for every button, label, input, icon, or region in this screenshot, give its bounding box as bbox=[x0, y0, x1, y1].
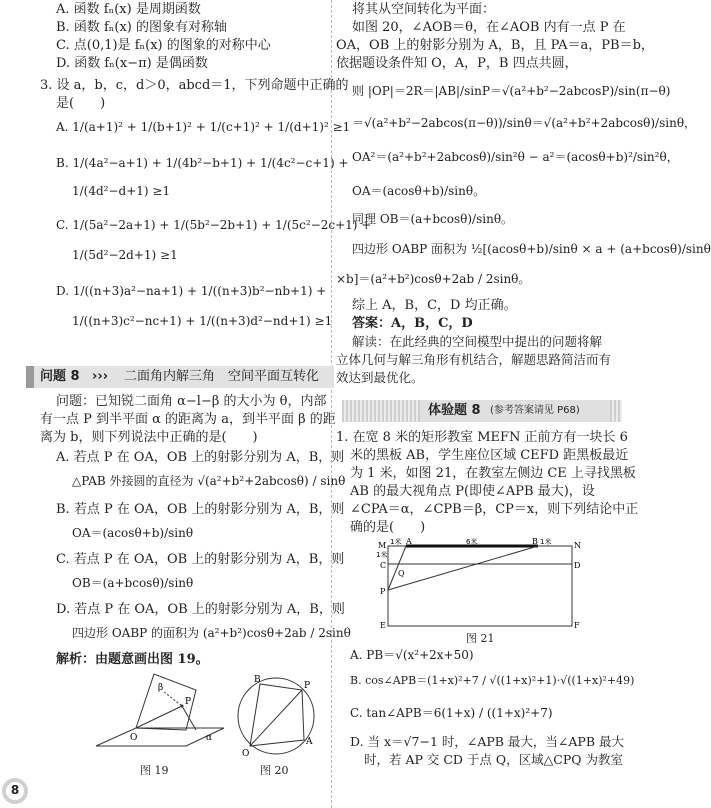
q3-stem-2: 是( ) bbox=[56, 96, 106, 111]
q1-option-c: C. tan∠APB＝6(1+x) / ((1+x)²+7) bbox=[350, 706, 553, 720]
solution-line-12: 综上 A，B，C，D 均正确。 bbox=[352, 298, 517, 313]
prob-option-d-2: 四边形 OABP 的面积为 (a²+b²)cosθ+2ab / 2sinθ bbox=[72, 626, 351, 640]
prob-option-b-2: OA＝(acosθ+b)/sinθ bbox=[72, 526, 194, 540]
option-a: A. 函数 fₙ(x) 是周期函数 bbox=[56, 2, 201, 17]
q3-option-b-2: 1/(4d²−d+1) ≥1 bbox=[72, 184, 171, 198]
label-P: P bbox=[380, 587, 386, 596]
analysis-line: 解析：由题意画出图 19。 bbox=[56, 652, 209, 667]
prob-option-a-1: A. 若点 P 在 OA，OB 上的射影分别为 A，B，则 bbox=[56, 450, 345, 465]
label-1m-left: 1米 bbox=[376, 551, 388, 559]
prob-option-c-1: C. 若点 P 在 OA，OB 上的射影分别为 A，B，则 bbox=[56, 552, 345, 567]
problem-line-3: 离为 b，则下列说法中正确的是( ) bbox=[40, 430, 258, 445]
solution-line-6: ＝√(a²+b²−2abcos(π−θ))/sinθ＝√(a²+b²+2abcosθ)/sinθ， bbox=[352, 116, 697, 130]
q1-option-d-1: D. 当 x＝√7−1 时，∠APB 最大，当∠APB 最大 bbox=[350, 734, 625, 749]
q1-line-5: ∠CPA＝α，∠CPB＝β，CP＝x，则下列结论中正 bbox=[350, 502, 639, 517]
solution-line-8: OA＝(acosθ+b)/sinθ。 bbox=[352, 184, 486, 198]
label-C: C bbox=[380, 561, 387, 570]
exercise-title: 体验题 8 bbox=[428, 403, 481, 418]
svg-text:P: P bbox=[304, 681, 311, 691]
label-1m-right: 1米 bbox=[540, 538, 552, 546]
page-number: 8 bbox=[10, 783, 20, 797]
q1-option-a: A. PB＝√(x²+2x+50) bbox=[350, 648, 474, 662]
solution-line-7: OA²＝(a²+b²+2abcosθ)/sin²θ − a²＝(acosθ+b)²/sin²θ， bbox=[352, 150, 679, 164]
svg-text:O: O bbox=[130, 733, 138, 743]
commentary-line-3: 效达到最优化。 bbox=[336, 370, 424, 385]
label-F: F bbox=[574, 621, 580, 630]
svg-text:O: O bbox=[242, 749, 250, 759]
label-D: D bbox=[574, 561, 581, 570]
q1-line-1: 1. 在宽 8 米的矩形教室 MEFN 正前方有一块长 6 bbox=[336, 430, 628, 445]
label-M: M bbox=[378, 541, 387, 550]
page-number-badge bbox=[0, 776, 30, 806]
q3-option-a: A. 1/(a+1)² + 1/(b+1)² + 1/(c+1)² + 1/(d+1)² ≥1 bbox=[56, 120, 351, 134]
prob-option-b-1: B. 若点 P 在 OA，OB 上的射影分别为 A，B，则 bbox=[56, 502, 345, 517]
q1-line-3: 为 1 米，如图 21，在教室左侧边 CE 上寻找黑板 bbox=[350, 466, 636, 481]
q1-line-4: AB 的最大视角点 P(即使∠APB 最大)，设 bbox=[350, 484, 595, 499]
solution-line-5: 则 |OP|＝2R＝|AB|/sinP＝√(a²+b²−2abcosP)/sin(π−θ) bbox=[352, 84, 671, 98]
banner-text: 二面角内解三角 空间平面互转化 bbox=[124, 369, 320, 384]
commentary-line-1: 解读：在此经典的空间模型中提出的问题将解 bbox=[352, 334, 603, 349]
svg-text:B: B bbox=[254, 675, 261, 685]
option-c: C. 点(0,1)是 fₙ(x) 的图象的对称中心 bbox=[56, 38, 271, 53]
label-E: E bbox=[380, 621, 386, 630]
commentary-line-2: 立体几何与解三角形有机结合，解题思路简洁而有 bbox=[336, 352, 612, 367]
q1-option-d-2: 时，若 AP 交 CD 于点 Q，区域△CPQ 为教室 bbox=[364, 752, 623, 767]
solution-line-10: 四边形 OABP 面积为 ½[(acosθ+b)/sinθ × a + (a+bcosθ)/sinθ bbox=[352, 242, 711, 256]
q3-option-c-1: C. 1/(5a²−2a+1) + 1/(5b²−2b+1) + 1/(5c²−2c+1) + bbox=[56, 218, 372, 232]
q1-line-2: 米的黑板 AB，学生座位区域 CEFD 距黑板最近 bbox=[350, 448, 629, 463]
figure-19 bbox=[86, 670, 226, 764]
svg-text:α: α bbox=[206, 733, 213, 743]
solution-line-1: 将其从空间转化为平面： bbox=[352, 2, 496, 17]
answer-line: 答案：A，B，C，D bbox=[352, 316, 473, 331]
exercise-ref: (参考答案请见 P68) bbox=[490, 405, 580, 416]
label-1m-top: 1米 bbox=[390, 538, 402, 546]
q1-option-b: B. cos∠APB＝(1+x)²+7 / √((1+x)²+1)·√((1+x)²+49) bbox=[350, 674, 635, 687]
figure-20 bbox=[230, 670, 322, 764]
solution-line-11: ×b]＝(a²+b²)cosθ+2ab / 2sinθ。 bbox=[336, 272, 531, 286]
figure-21-caption: 图 21 bbox=[466, 632, 495, 645]
q3-option-d-2: 1/((n+3)c²−nc+1) + 1/((n+3)d²−nd+1) ≥1 bbox=[72, 314, 333, 328]
label-B: B bbox=[532, 537, 538, 546]
label-6m: 6米 bbox=[466, 538, 478, 546]
chevron-icon: ››› bbox=[92, 369, 109, 384]
svg-text:A: A bbox=[306, 737, 313, 747]
prob-option-c-2: OB＝(a+bcosθ)/sinθ bbox=[72, 576, 194, 590]
svg-text:β: β bbox=[158, 683, 164, 693]
figure-20-caption: 图 20 bbox=[260, 764, 289, 777]
svg-text:P: P bbox=[185, 697, 192, 707]
solution-line-2: 如图 20，∠AOB＝θ，在∠AOB 内有一点 P 在 bbox=[352, 20, 626, 35]
option-b: B. 函数 fₙ(x) 的图象有对称轴 bbox=[56, 20, 227, 35]
prob-option-a-2: △PAB 外接圆的直径为 √(a²+b²+2abcosθ) / sinθ bbox=[72, 474, 346, 488]
q3-stem-1: 3. 设 a，b，c，d＞0，abcd＝1，下列命题中正确的 bbox=[40, 78, 349, 93]
problem-8-banner bbox=[26, 366, 334, 388]
label-N: N bbox=[574, 541, 581, 550]
q3-option-b-1: B. 1/(4a²−a+1) + 1/(4b²−b+1) + 1/(4c²−c+1) + bbox=[56, 156, 349, 170]
prob-option-d-1: D. 若点 P 在 OA，OB 上的射影分别为 A，B，则 bbox=[56, 602, 345, 617]
figure-21 bbox=[376, 538, 586, 630]
label-Q: Q bbox=[398, 569, 405, 578]
q3-option-c-2: 1/(5d²−2d+1) ≥1 bbox=[72, 248, 178, 262]
problem-line-2: 有一点 P 到半平面 α 的距离为 a，到半平面 β 的距 bbox=[40, 412, 336, 427]
figure-19-caption: 图 19 bbox=[140, 764, 169, 777]
q1-line-6: 确的是( ) bbox=[350, 520, 426, 535]
option-d: D. 函数 fₙ(x−π) 是偶函数 bbox=[56, 56, 208, 71]
solution-line-4: 依据题设条件知 O，A，P，B 四点共圆， bbox=[336, 56, 578, 71]
q3-option-d-1: D. 1/((n+3)a²−na+1) + 1/((n+3)b²−nb+1) + bbox=[56, 284, 327, 298]
problem-line-1: 问题：已知锐二面角 α−l−β 的大小为 θ，内部 bbox=[56, 394, 327, 409]
solution-line-3: OA，OB 上的射影分别为 A，B，且 PA＝a，PB＝b， bbox=[336, 38, 654, 53]
label-A: A bbox=[406, 537, 412, 546]
banner-tag: 问题 8 bbox=[40, 369, 80, 384]
exercise-banner bbox=[342, 400, 622, 422]
solution-line-9: 同理 OB＝(a+bcosθ)/sinθ。 bbox=[352, 212, 514, 226]
